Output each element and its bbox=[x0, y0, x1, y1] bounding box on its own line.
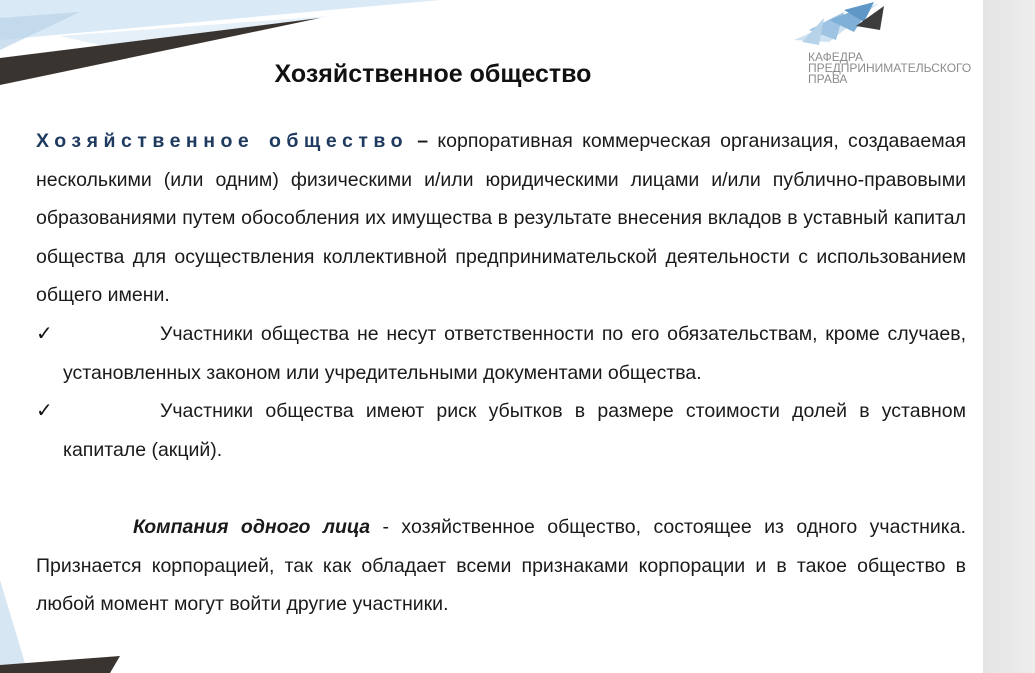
logo-line-3: ПРАВА bbox=[808, 72, 848, 86]
logo-line-1: КАФЕДРА bbox=[808, 50, 864, 64]
company-term: Компания одного лица bbox=[133, 516, 371, 538]
definition-text: корпоративная коммерческая организация, создаваемая несколькими (или одним) физическими и/или юридическими лицами и/или публично-правовыми образованиями путем обособления их имущества в результате внесения вкладов в уставный капитал общества для осуществления коллективной предпринимательской деятельности с использованием общего имени. bbox=[36, 130, 967, 306]
bullet-text: Участники общества не несут ответственности по его обязательствам, кроме случаев, установленных законом или учредительными документами общества. bbox=[63, 323, 966, 384]
definition-dash: – bbox=[417, 130, 429, 152]
checkmark-icon: ✓ bbox=[36, 400, 53, 422]
checkmark-icon: ✓ bbox=[36, 323, 53, 345]
logo-line-2: ПРЕДПРИНИМАТЕЛЬСКОГО bbox=[808, 61, 972, 75]
definition-term: Хозяйственное общество bbox=[36, 130, 409, 152]
right-gutter bbox=[983, 0, 1035, 673]
company-text: - хозяйственное общество, состоящее из одного участника. Признается корпорацией, так как обладает всеми признаками корпорации и в такое общество в любой момент могут войти другие участники. bbox=[36, 516, 967, 615]
definition-paragraph bbox=[36, 122, 966, 315]
company-paragraph bbox=[36, 508, 966, 624]
bullet-text: Участники общества имеют риск убытков в размере стоимости долей в уставном капитале (акций). bbox=[63, 400, 966, 461]
slide-title: Хозяйственное общество bbox=[274, 60, 592, 88]
